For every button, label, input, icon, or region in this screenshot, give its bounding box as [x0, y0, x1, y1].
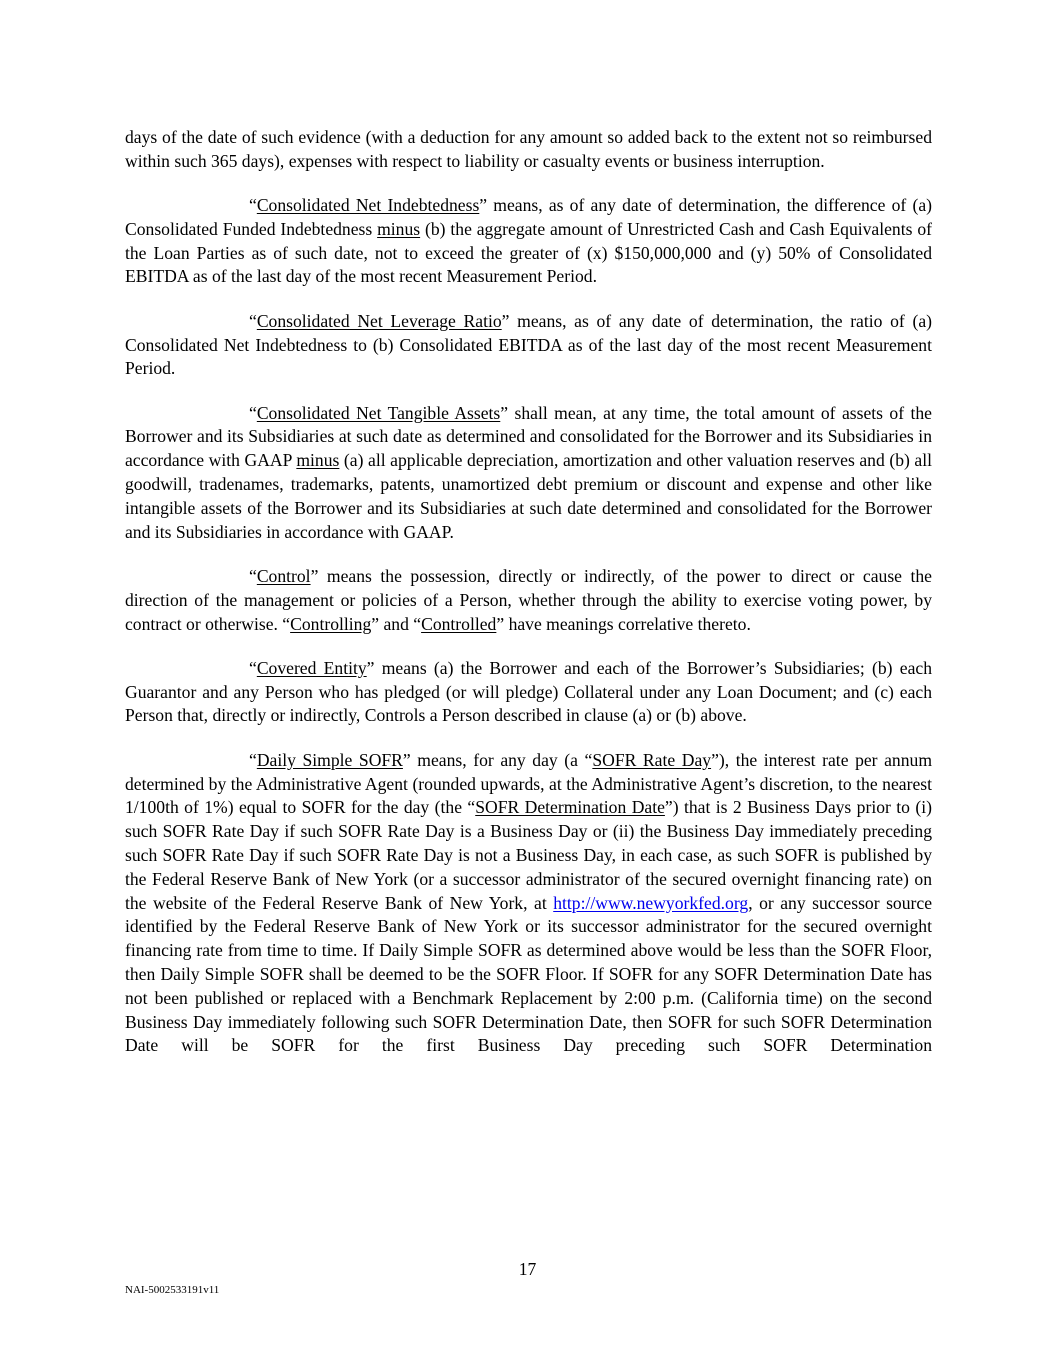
page-number: 17: [518, 1259, 537, 1279]
defined-term: Covered Entity: [256, 657, 367, 678]
defined-term: Controlling: [290, 613, 372, 634]
definition-consolidated-net-leverage-ratio: “Consolidated Net Leverage Ratio” means, as of any date of determination, the ratio of (a) Consolidated Net Indebtedness to (b) Consolidated EBITDA as of the last day of the most recent Measurement Period.: [125, 310, 932, 379]
defined-term: Controlled: [421, 613, 497, 634]
definition-consolidated-net-indebtedness: “Consolidated Net Indebtedness” means, as of any date of determination, the difference of (a) Consolidated Funded Indebtedness minus (b) the aggregate amount of Unrestricted Cash and Cash Equivalents of the Loan Parties as of such date, not to exceed the greater of (x) $150,000,000 and (y) 50% of Consolidated EBITDA as of the last day of the most recent Measurement Period.: [125, 195, 932, 287]
definition-text: (a) all applicable depreciation, amortization and other valuation reserves and (b) all goodwill, tradenames, trademarks, patents, unamortized debt premium or discount and expense and other like intangible assets of the Borrower and its Subsidiaries at such date determined and consolidated for the Borrower and its Subsidiaries in accordance with GAAP.: [125, 450, 932, 542]
defined-term: Daily Simple SOFR: [256, 749, 403, 770]
definition-text: ”), the interest rate per annum determined by the Administrative Agent (rounded upwards, at the Administrative Agent’s discretion, to the nearest 1/100th of 1%) equal to SOFR for the day (the “: [125, 749, 933, 818]
definition-text: ” means, as of any date of determination, the difference of (a) Consolidated Funded Indebtedness: [125, 195, 932, 239]
paragraph-continuation: [125, 126, 932, 174]
definition-consolidated-net-tangible-assets: “Consolidated Net Tangible Assets” shall mean, at any time, the total amount of assets of the Borrower and its Subsidiaries at such date as determined and consolidated for the Borrower and its Subsidiaries in accordance with GAAP minus (a) all applicable depreciation, amortization and other valuation reserves and (b) all goodwill, tradenames, trademarks, patents, unamortized debt premium or discount and expense and other like intangible assets of the Borrower and its Subsidiaries at such date determined and consolidated for the Borrower and its Subsidiaries in accordance with GAAP.: [125, 402, 932, 542]
definition-text: ” means, as of any date of determination, the ratio of (a) Consolidated Net Indebtedness to (b) Consolidated EBITDA as of the last day of the most recent Measurement Period.: [125, 310, 932, 379]
definition-text: ” means, for any day (a “: [402, 749, 593, 770]
definition-text: , or any successor source identified by the Federal Reserve Bank of New York or its successor administrator for the secured overnight financing rate from time to time. If Daily Simple SOFR as determined above would be less than the SOFR Floor, then Daily Simple SOFR shall be deemed to be the SOFR Floor. If SOFR for any SOFR Determination Date has not been published or replaced with a Benchmark Replacement by 2:00 p.m. (California time) on the second Business Day immediately following such SOFR Determination Date, then SOFR for such SOFR Determination Date will be SOFR for the first Business Day preceding such SOFR Determination: [125, 892, 933, 1056]
definition-control: “Control” means the possession, directly or indirectly, of the power to direct or cause the direction of the management or policies of a Person, whether through the ability to exercise voting power, by contract or otherwise. “Controlling” and “Controlled” have meanings correlative thereto.: [125, 565, 932, 634]
defined-term: Consolidated Net Indebtedness: [256, 195, 480, 216]
emphasis-minus: minus: [296, 450, 340, 471]
defined-term: SOFR Determination Date: [475, 797, 665, 818]
definition-text: ” have meanings correlative thereto.: [496, 613, 751, 634]
emphasis-minus: minus: [377, 218, 421, 239]
document-id: NAI-5002533191v11: [125, 1284, 220, 1296]
definition-daily-simple-sofr: “Daily Simple SOFR” means, for any day (a “SOFR Rate Day”), the interest rate per annum determined by the Administrative Agent (rounded upwards, at the Administrative Agent’s discretion, to the nearest 1/100th of 1%) equal to SOFR for the day (the “SOFR Determination Date”) that is 2 Business Days prior to (i) such SOFR Rate Day if such SOFR Rate Day is a Business Day or (ii) the Business Day immediately preceding such SOFR Rate Day if such SOFR Rate Day is not a Business Day, in each case, as such SOFR is published by the Federal Reserve Bank of New York (or a successor administrator of the secured overnight financing rate) on the website of the Federal Reserve Bank of New York, at http://www.newyorkfed.org, or any successor source identified by the Federal Reserve Bank of New York or its successor administrator for the secured overnight financing rate from time to time. If Daily Simple SOFR as determined above would be less than the SOFR Floor, then Daily Simple SOFR shall be deemed to be the SOFR Floor. If SOFR for any SOFR Determination Date has not been published or replaced with a Benchmark Replacement by 2:00 p.m. (California time) on the second Business Day immediately following such SOFR Determination Date, then SOFR for such SOFR Determination Date will be SOFR for the first Business Day preceding such SOFR Determination: [125, 749, 933, 1056]
definition-text: ” shall mean, at any time, the total amount of assets of the Borrower and its Subsidiaries at such date as determined and consolidated for the Borrower and its Subsidiaries in accordance with GAAP: [125, 402, 932, 471]
definition-text: ” means the possession, directly or indirectly, of the power to direct or cause the direction of the management or policies of a Person, whether through the ability to exercise voting power, by contract or otherwise. “: [125, 565, 932, 634]
defined-term: Control: [256, 565, 311, 586]
definition-text: (b) the aggregate amount of Unrestricted Cash and Cash Equivalents of the Loan Parties as of such date, not to exceed the greater of (x) $150,000,000 and (y) 50% of Consolidated EBITDA as of the last day of the most recent Measurement Period.: [125, 218, 932, 287]
paragraph-text: days of the date of such evidence (with a deduction for any amount so added back to the extent not so reimbursed within such 365 days), expenses with respect to liability or casualty events or business interruption.: [125, 127, 932, 171]
defined-term: SOFR Rate Day: [592, 749, 712, 770]
definition-text: ” means (a) the Borrower and each of the Borrower’s Subsidiaries; (b) each Guarantor and any Person who has pledged (or will pledge) Collateral under any Loan Document; and (c) each Person that, directly or indirectly, Controls a Person described in clause (a) or (b) above.: [125, 657, 932, 726]
defined-term: Consolidated Net Tangible Assets: [256, 402, 501, 423]
defined-term: Consolidated Net Leverage Ratio: [256, 310, 502, 331]
newyorkfed-link[interactable]: http://www.newyorkfed.org: [553, 892, 749, 913]
document-body: [125, 126, 932, 1058]
definition-covered-entity: “Covered Entity” means (a) the Borrower and each of the Borrower’s Subsidiaries; (b) each Guarantor and any Person who has pledged (or will pledge) Collateral under any Loan Document; and (c) each Person that, directly or indirectly, Controls a Person described in clause (a) or (b) above.: [125, 657, 932, 726]
definition-text: ”) that is 2 Business Days prior to (i) such SOFR Rate Day if such SOFR Rate Day is a Business Day or (ii) the Business Day immediately preceding such SOFR Rate Day if such SOFR Rate Day is not a Business Day, in each case, as such SOFR is published by the Federal Reserve Bank of New York (or a successor administrator of the secured overnight financing rate) on the website of the Federal Reserve Bank of New York, at: [125, 797, 933, 913]
definition-text: ” and “: [371, 613, 422, 634]
